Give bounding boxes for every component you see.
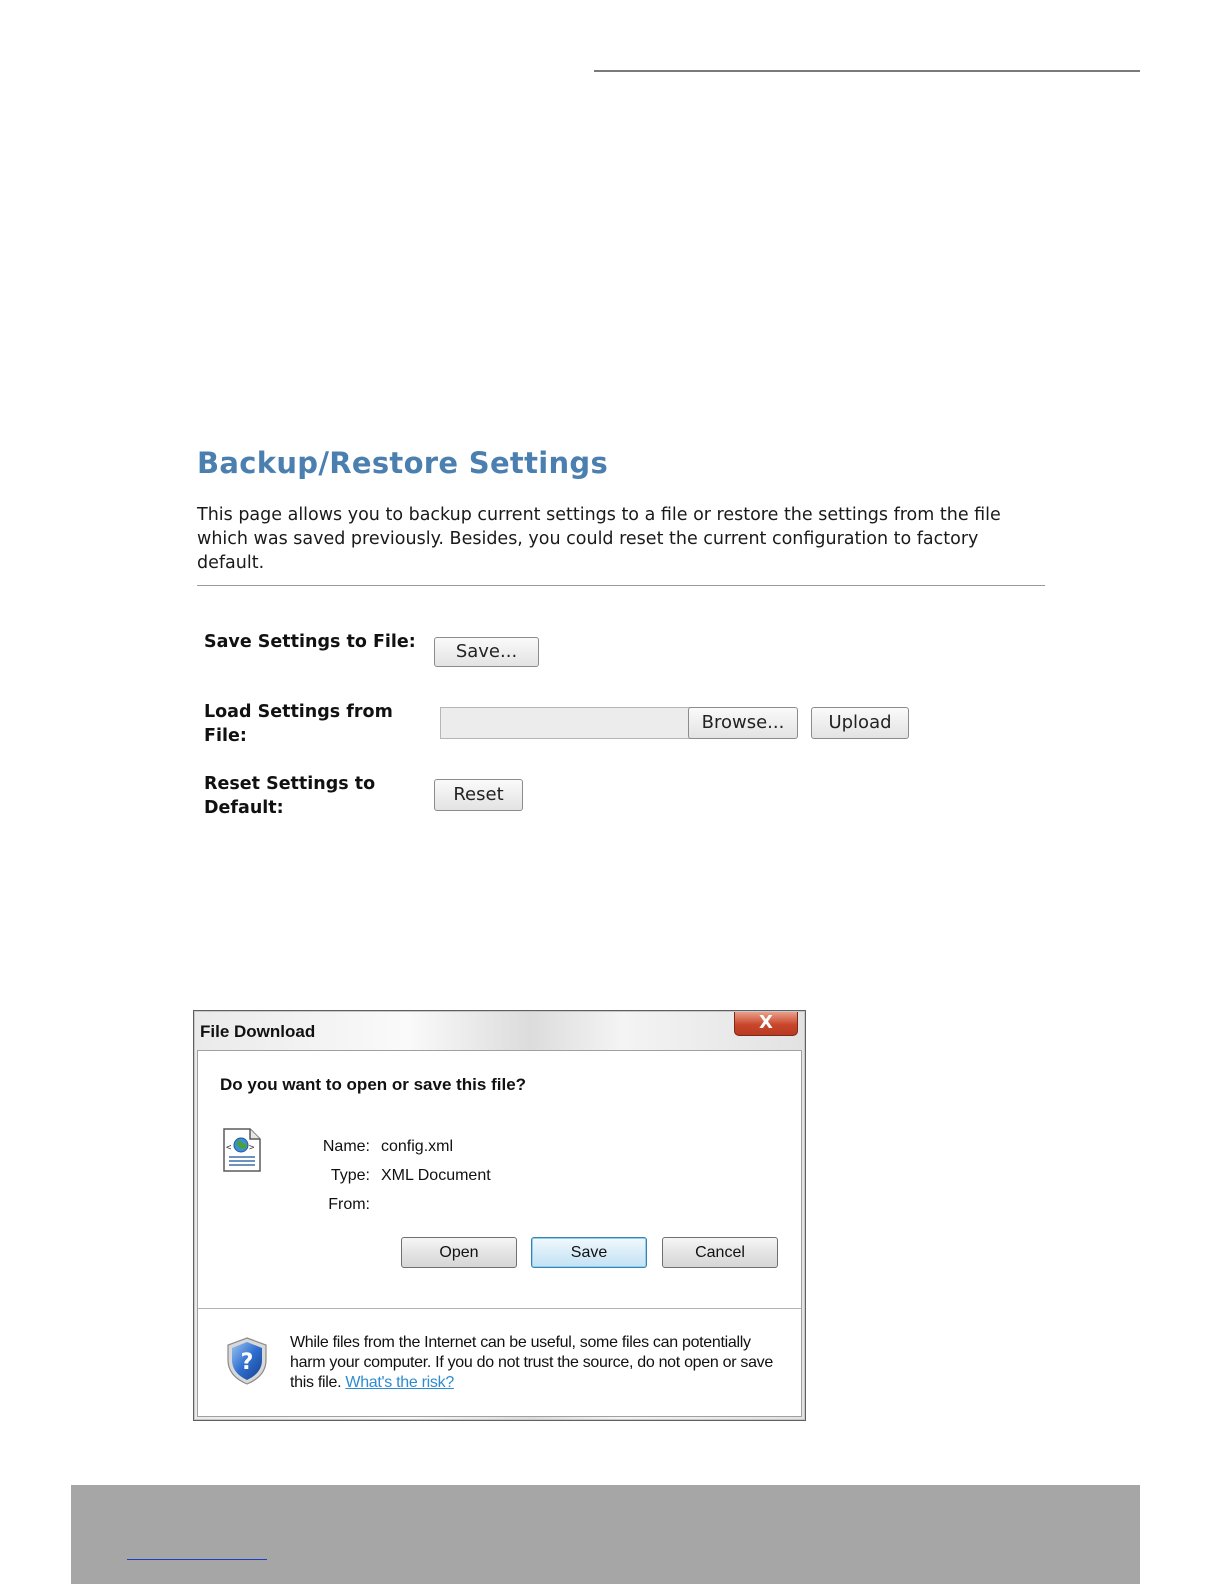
save-settings-label: Save Settings to File: bbox=[204, 632, 416, 652]
xml-file-icon bbox=[222, 1128, 262, 1172]
security-shield-icon bbox=[225, 1336, 269, 1386]
reset-settings-row bbox=[204, 772, 1034, 822]
footer-band bbox=[71, 1485, 1140, 1584]
settings-file-input[interactable] bbox=[440, 707, 693, 739]
footer-link[interactable] bbox=[127, 1559, 267, 1560]
description-divider bbox=[197, 585, 1045, 586]
page-description: This page allows you to backup current settings to a file or restore the settings from the file which was saved previously. Besides, you could reset the current configuration to factory default. bbox=[197, 505, 1001, 573]
save-settings-row bbox=[204, 630, 1034, 680]
dialog-save-button[interactable]: Save bbox=[531, 1237, 647, 1268]
reset-settings-label: Reset Settings to Default: bbox=[204, 774, 376, 818]
load-settings-row bbox=[204, 700, 1034, 750]
type-value: XML Document bbox=[381, 1167, 491, 1184]
svg-text:?: ? bbox=[240, 1350, 254, 1375]
name-label: Name: bbox=[322, 1138, 370, 1155]
file-download-dialog bbox=[193, 1010, 806, 1421]
browse-button[interactable]: Browse... bbox=[688, 707, 798, 739]
upload-button[interactable]: Upload bbox=[811, 707, 909, 739]
warning-text bbox=[290, 1333, 790, 1393]
from-label: From: bbox=[328, 1196, 370, 1213]
open-button[interactable]: Open bbox=[401, 1237, 517, 1268]
svg-text:<: < bbox=[226, 1143, 232, 1153]
save-settings-button[interactable]: Save... bbox=[434, 637, 539, 667]
header-rule bbox=[594, 70, 1140, 72]
name-value: config.xml bbox=[381, 1138, 454, 1155]
cancel-button[interactable]: Cancel bbox=[662, 1237, 778, 1268]
dialog-title: File Download bbox=[200, 1022, 316, 1041]
reset-button[interactable]: Reset bbox=[434, 779, 523, 811]
type-label: Type: bbox=[330, 1167, 370, 1184]
whats-the-risk-link[interactable]: What's the risk? bbox=[345, 1374, 454, 1391]
warning-message: While files from the Internet can be useful, some files can potentially harm your computer. If you do not trust the source, do not open or save this file. bbox=[290, 1334, 773, 1391]
load-settings-label: Load Settings from File: bbox=[204, 702, 393, 746]
security-warning bbox=[198, 1309, 801, 1416]
dialog-question: Do you want to open or save this file? bbox=[220, 1075, 527, 1094]
page-title: Backup/Restore Settings bbox=[197, 446, 609, 480]
backup-restore-panel bbox=[197, 440, 1045, 818]
dialog-body bbox=[197, 1050, 802, 1417]
close-icon[interactable]: X bbox=[734, 1012, 798, 1036]
svg-text:>: > bbox=[249, 1143, 255, 1153]
